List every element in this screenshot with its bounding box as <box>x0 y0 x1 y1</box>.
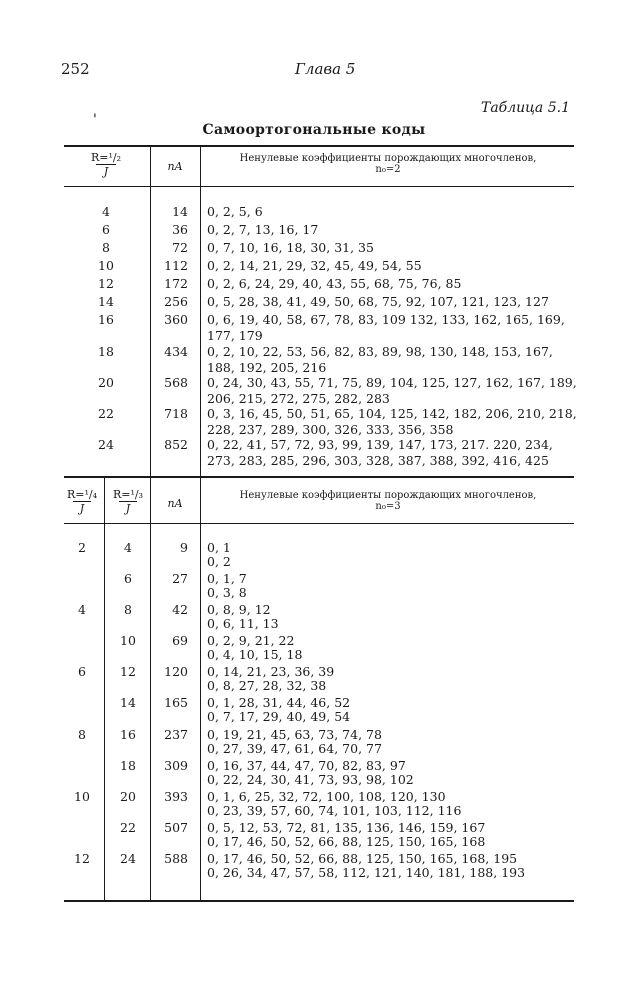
table2-poly-line-1: 0, 5, 12, 53, 72, 81, 135, 136, 146, 159, 167 <box>207 820 486 835</box>
table1-na-cell: 112 <box>164 258 188 273</box>
table1-header-rule <box>64 186 574 187</box>
table2-poly-line-1: 0, 19, 21, 45, 63, 73, 74, 78 <box>207 727 382 742</box>
stray-mark: ' <box>93 112 97 128</box>
table2-jb-cell: 24 <box>120 851 136 866</box>
table2-poly-line-2: 0, 2 <box>207 554 231 569</box>
table1-j-cell: 4 <box>102 204 110 219</box>
table1-divider-2 <box>200 146 201 477</box>
table2-na-cell: 588 <box>164 851 188 866</box>
table1-poly-cell: 0, 22, 41, 57, 72, 93, 99, 139, 147, 173, 217. 220, 234, 273, 283, 285, 296, 303, 328, 387, 388, 392, 416, 425 <box>207 437 553 468</box>
table2-poly-label: Ненулевые коэффициенты порождающих многочленов, <box>239 490 537 501</box>
table1-poly-cell: 0, 3, 16, 45, 50, 51, 65, 104, 125, 142, 182, 206, 210, 218, 228, 237, 289, 300, 326, 333, 356, 358 <box>207 406 577 437</box>
table1-bottom-rule <box>64 476 574 478</box>
table1-na-cell: 256 <box>164 294 188 309</box>
table2-ja-cell: 12 <box>74 851 90 866</box>
table2-header-rule <box>64 523 574 524</box>
table2-jb-cell: 8 <box>124 602 132 617</box>
table1-j-cell: 8 <box>102 240 110 255</box>
table1-poly-label: Ненулевые коэффициенты порождающих многочленов, <box>239 153 537 164</box>
table2-na-header: nA <box>167 497 183 510</box>
table2-jb-cell: 18 <box>120 758 136 773</box>
table1-rate-label: R=¹/₂ <box>90 151 122 164</box>
table1-top-rule <box>64 145 574 147</box>
table1-j-cell: 6 <box>102 222 110 237</box>
table2-ja-cell: 8 <box>78 727 86 742</box>
table1-na-cell: 172 <box>164 276 188 291</box>
table1-j-label: J <box>96 164 116 178</box>
table2-na-cell: 309 <box>164 758 188 773</box>
table2-na-cell: 165 <box>164 695 188 710</box>
table2-na-cell: 27 <box>172 571 188 586</box>
table1-poly-cell: 0, 5, 28, 38, 41, 49, 50, 68, 75, 92, 107, 121, 123, 127 <box>207 294 549 309</box>
table2-poly-line-1: 0, 8, 9, 12 <box>207 602 271 617</box>
table-title: Самоортогональные коды <box>202 122 426 138</box>
table2-ja-label: J <box>73 501 91 515</box>
table2-rate-b-header <box>106 488 150 515</box>
table2-poly-line-1: 0, 17, 46, 50, 52, 66, 88, 125, 150, 165, 168, 195 <box>207 851 518 866</box>
table1-na-cell: 36 <box>172 222 188 237</box>
table1-poly-cell: 0, 6, 19, 40, 58, 67, 78, 83, 109 132, 133, 162, 165, 169, 177, 179 <box>207 312 565 343</box>
table2-bottom-rule <box>64 900 574 902</box>
table1-j-cell: 18 <box>98 344 114 359</box>
table2-jb-cell: 20 <box>120 789 136 804</box>
table2-poly-line-1: 0, 1, 28, 31, 44, 46, 52 <box>207 695 351 710</box>
table1-j-cell: 12 <box>98 276 114 291</box>
table2-ja-cell: 6 <box>78 664 86 679</box>
table2-poly-header <box>202 490 574 512</box>
table1-j-cell: 22 <box>98 406 114 421</box>
table1-na-cell: 718 <box>164 406 188 421</box>
table2-n0-label: n₀=3 <box>375 501 401 512</box>
table1-na-cell: 360 <box>164 312 188 327</box>
table2-poly-line-1: 0, 1, 7 <box>207 571 247 586</box>
table2-na-cell: 120 <box>164 664 188 679</box>
table2-na-cell: 42 <box>172 602 188 617</box>
table2-jb-cell: 12 <box>120 664 136 679</box>
table2-jb-cell: 16 <box>120 727 136 742</box>
table1-poly-cell: 0, 2, 5, 6 <box>207 204 263 219</box>
table2-poly-line-2: 0, 3, 8 <box>207 585 247 600</box>
table1-na-cell: 14 <box>172 204 188 219</box>
table2-na-cell: 393 <box>164 789 188 804</box>
table2-poly-line-1: 0, 1, 6, 25, 32, 72, 100, 108, 120, 130 <box>207 789 446 804</box>
table2-poly-line-1: 0, 16, 37, 44, 47, 70, 82, 83, 97 <box>207 758 406 773</box>
table2-jb-cell: 6 <box>124 571 132 586</box>
table2-rate-a-label: R=¹/₄ <box>66 488 98 501</box>
table2-poly-line-2: 0, 4, 10, 15, 18 <box>207 647 303 662</box>
table2-rate-a-header <box>60 488 104 515</box>
table1-j-cell: 16 <box>98 312 114 327</box>
table2-poly-line-1: 0, 14, 21, 23, 36, 39 <box>207 664 335 679</box>
table2-poly-line-2: 0, 27, 39, 47, 61, 64, 70, 77 <box>207 741 382 756</box>
table1-n0-label: n₀=2 <box>375 164 401 175</box>
table1-poly-cell: 0, 2, 10, 22, 53, 56, 82, 83, 89, 98, 130, 148, 153, 167, 188, 192, 205, 216 <box>207 344 553 375</box>
table1-j-cell: 20 <box>98 375 114 390</box>
table1-na-cell: 852 <box>164 437 188 452</box>
table2-jb-cell: 22 <box>120 820 136 835</box>
table1-poly-cell: 0, 2, 14, 21, 29, 32, 45, 49, 54, 55 <box>207 258 422 273</box>
table2-jb-cell: 14 <box>120 695 136 710</box>
table2-poly-line-1: 0, 2, 9, 21, 22 <box>207 633 295 648</box>
table2-na-cell: 507 <box>164 820 188 835</box>
table-label: Таблица 5.1 <box>481 100 570 116</box>
table2-poly-line-2: 0, 22, 24, 30, 41, 73, 93, 98, 102 <box>207 772 414 787</box>
table2-divider-3 <box>200 478 201 900</box>
page-number: 252 <box>61 60 90 78</box>
table2-jb-cell: 4 <box>124 540 132 555</box>
table1-j-cell: 24 <box>98 437 114 452</box>
table1-rate-header <box>64 151 148 178</box>
table2-poly-line-2: 0, 17, 46, 50, 52, 66, 88, 125, 150, 165, 168 <box>207 834 486 849</box>
table1-j-cell: 10 <box>98 258 114 273</box>
table1-na-cell: 434 <box>164 344 188 359</box>
table1-poly-cell: 0, 2, 6, 24, 29, 40, 43, 55, 68, 75, 76, 85 <box>207 276 462 291</box>
table1-na-cell: 72 <box>172 240 188 255</box>
table2-poly-line-2: 0, 23, 39, 57, 60, 74, 101, 103, 112, 116 <box>207 803 462 818</box>
table2-jb-label: J <box>119 501 137 515</box>
table2-ja-cell: 4 <box>78 602 86 617</box>
table2-poly-line-2: 0, 26, 34, 47, 57, 58, 112, 121, 140, 181, 188, 193 <box>207 865 526 880</box>
table2-poly-line-2: 0, 7, 17, 29, 40, 49, 54 <box>207 709 351 724</box>
table2-na-cell: 9 <box>180 540 188 555</box>
table2-jb-cell: 10 <box>120 633 136 648</box>
table1-na-cell: 568 <box>164 375 188 390</box>
table2-na-cell: 69 <box>172 633 188 648</box>
table2-divider-1 <box>104 478 105 900</box>
table2-poly-line-2: 0, 8, 27, 28, 32, 38 <box>207 678 327 693</box>
table1-na-header: nA <box>167 160 183 173</box>
table2-ja-cell: 2 <box>78 540 86 555</box>
table1-poly-cell: 0, 2, 7, 13, 16, 17 <box>207 222 319 237</box>
chapter-title: Глава 5 <box>295 60 356 78</box>
table2-ja-cell: 10 <box>74 789 90 804</box>
table1-j-cell: 14 <box>98 294 114 309</box>
table1-poly-header <box>202 153 574 175</box>
table2-rate-b-label: R=¹/₃ <box>112 488 144 501</box>
table2-poly-line-2: 0, 6, 11, 13 <box>207 616 279 631</box>
table1-poly-cell: 0, 7, 10, 16, 18, 30, 31, 35 <box>207 240 374 255</box>
table1-poly-cell: 0, 24, 30, 43, 55, 71, 75, 89, 104, 125, 127, 162, 167, 189, 206, 215, 272, 275, 282, 283 <box>207 375 577 406</box>
table2-poly-line-1: 0, 1 <box>207 540 231 555</box>
table2-na-cell: 237 <box>164 727 188 742</box>
